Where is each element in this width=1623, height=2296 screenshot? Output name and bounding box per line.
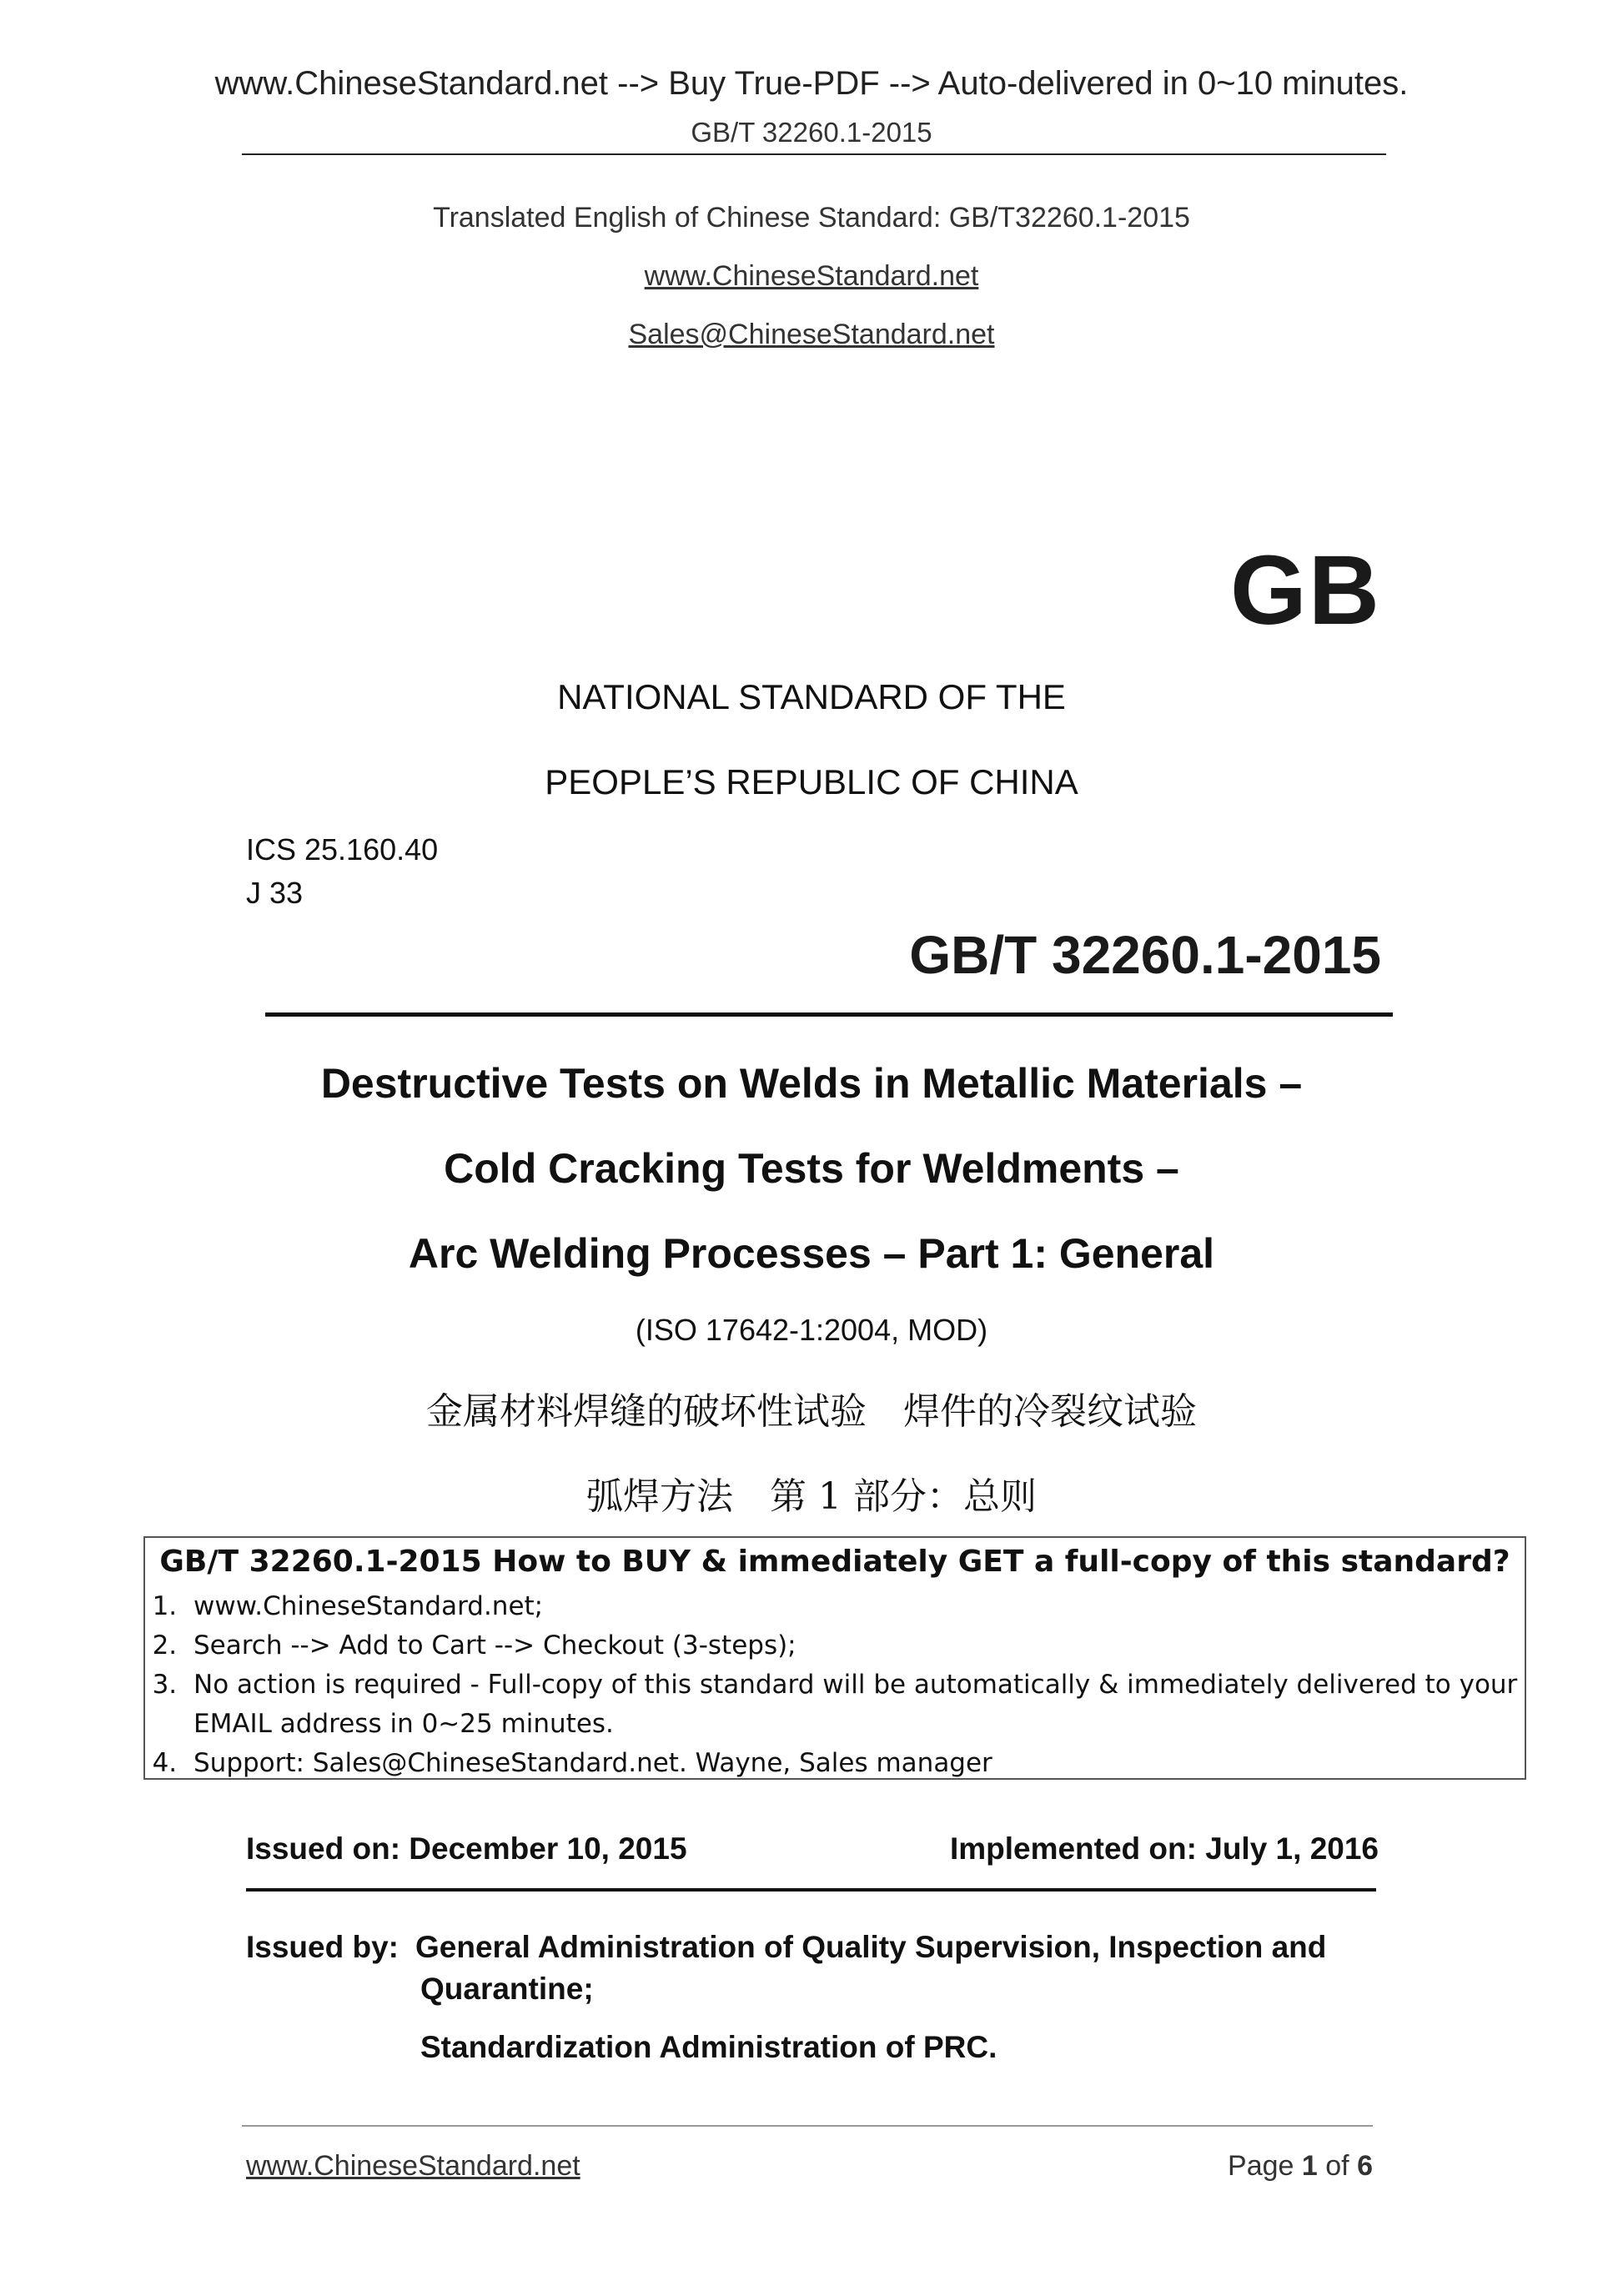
- intro-website-row: [0, 260, 1623, 293]
- chinese-title-line2: 弧焊方法 第 1 部分：总则: [586, 1475, 1037, 1518]
- footer-website-link[interactable]: www.ChineseStandard.net: [246, 2150, 580, 2182]
- email-link[interactable]: Sales@ChineseStandard.net: [628, 319, 995, 350]
- buy-box-title: GB/T 32260.1-2015 How to BUY & immediately GET a full-copy of this standard?: [159, 1545, 1510, 1579]
- ccs-code: J 33: [246, 876, 304, 910]
- website-link[interactable]: www.ChineseStandard.net: [644, 260, 979, 292]
- page-prefix: Page: [1228, 2150, 1294, 2182]
- standard-number: GB/T 32260.1-2015: [909, 925, 1381, 985]
- chinese-title-line1: 金属材料焊缝的破坏性试验 焊件的冷裂纹试验: [426, 1390, 1197, 1433]
- buy-step[interactable]: 1. www.ChineseStandard.net;: [185, 1587, 1525, 1626]
- title-line-1: Destructive Tests on Welds in Metallic Materials –: [320, 1060, 1303, 1107]
- page-total: 6: [1357, 2150, 1373, 2182]
- issued-date: Issued on: December 10, 2015: [246, 1831, 687, 1866]
- title-divider: [265, 1012, 1393, 1017]
- ics-code: ICS 25.160.40: [246, 832, 439, 867]
- dates-divider: [246, 1888, 1376, 1892]
- page-current: 1: [1301, 2150, 1318, 2182]
- page-indicator: [1228, 2150, 1373, 2183]
- issued-by-label: Issued by:: [246, 1930, 399, 1964]
- implemented-date: Implemented on: July 1, 2016: [949, 1831, 1379, 1866]
- issuer-line3: Standardization Administration of PRC.: [420, 2030, 997, 2064]
- footer-website-row: [246, 2150, 580, 2183]
- gb-mark: GB: [1230, 535, 1381, 646]
- top-banner: www.ChineseStandard.net --> Buy True-PDF --> Auto-delivered in 0~10 minutes.: [214, 65, 1409, 102]
- buy-step: 4. Support: Sales@ChineseStandard.net. Wayne, Sales manager: [185, 1744, 1525, 1783]
- issuer-line1: General Administration of Quality Supervision, Inspection and: [415, 1930, 1327, 1964]
- buy-steps-list: [145, 1587, 1525, 1783]
- national-standard-line1: NATIONAL STANDARD OF THE: [557, 677, 1066, 716]
- header-standard-code: GB/T 32260.1-2015: [691, 117, 932, 148]
- issuer-line2: Quarantine;: [420, 1972, 594, 2006]
- translated-note: Translated English of Chinese Standard: GB/T32260.1-2015: [433, 202, 1190, 234]
- page-sep: of: [1325, 2150, 1349, 2182]
- header-divider: [242, 153, 1386, 155]
- iso-reference: (ISO 17642-1:2004, MOD): [635, 1313, 988, 1347]
- footer-divider: [242, 2125, 1373, 2127]
- buy-step: 3. No action is required - Full-copy of this standard will be automatically & immediately delivered to your EMAIL address in 0~25 minutes.: [185, 1665, 1525, 1744]
- buy-instructions-box: [143, 1536, 1526, 1780]
- buy-step: 2. Search --> Add to Cart --> Checkout (3-steps);: [185, 1626, 1525, 1665]
- intro-email-row: [0, 319, 1623, 351]
- title-line-2: Cold Cracking Tests for Weldments –: [444, 1145, 1179, 1192]
- national-standard-line2: PEOPLE’S REPUBLIC OF CHINA: [545, 762, 1078, 801]
- title-line-3: Arc Welding Processes – Part 1: General: [408, 1230, 1215, 1277]
